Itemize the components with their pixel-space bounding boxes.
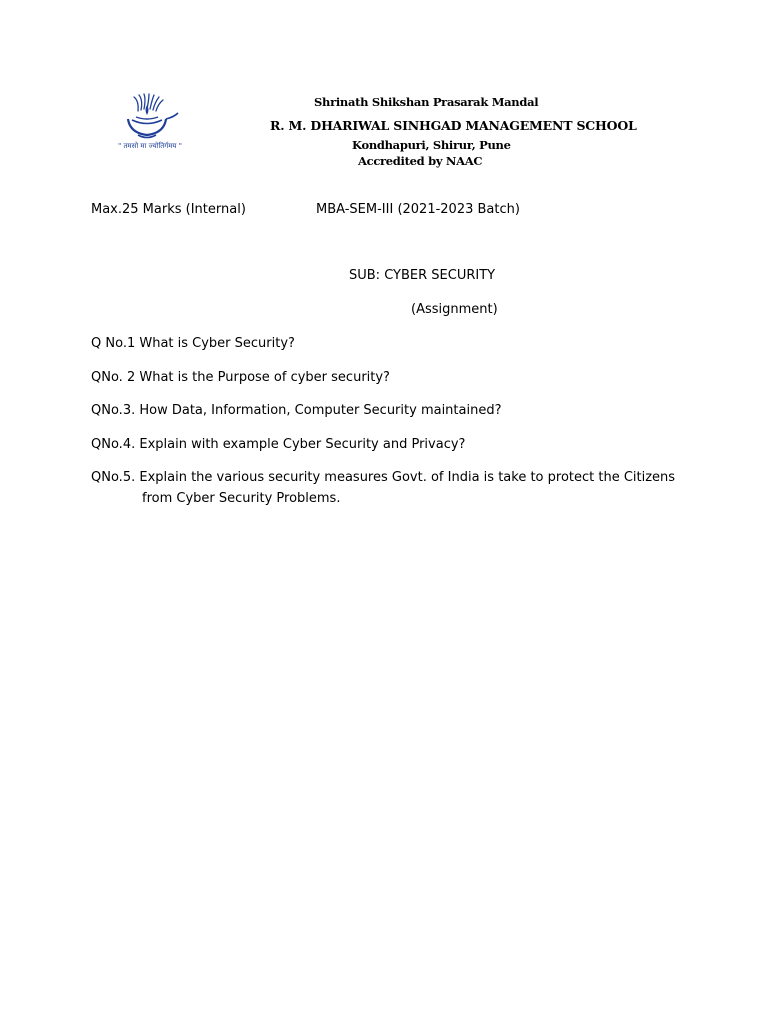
question-1: Q No.1 What is Cyber Security? [91,336,295,351]
max-marks: Max.25 Marks (Internal) [91,202,246,217]
school-name: R. M. DHARIWAL SINHGAD MANAGEMENT SCHOOL [270,118,637,133]
question-5-continuation: from Cyber Security Problems. [142,491,341,506]
assignment-label: (Assignment) [411,302,498,317]
logo-motto: " तमसो मा ज्योतिर्गमय " [118,142,182,150]
school-address: Kondhapuri, Shirur, Pune [352,138,511,152]
semester-batch: MBA-SEM-III (2021-2023 Batch) [316,202,520,217]
question-4: QNo.4. Explain with example Cyber Security and Privacy? [91,437,466,452]
subject-title: SUB: CYBER SECURITY [349,268,496,283]
question-5: QNo.5. Explain the various security measures Govt. of India is take to protect the Citizens [91,470,676,485]
question-2: QNo. 2 What is the Purpose of cyber security? [91,370,390,385]
question-3: QNo.3. How Data, Information, Computer Security maintained? [91,403,502,418]
society-name: Shrinath Shikshan Prasarak Mandal [314,95,539,109]
accreditation-text: Accredited by NAAC [358,154,483,168]
